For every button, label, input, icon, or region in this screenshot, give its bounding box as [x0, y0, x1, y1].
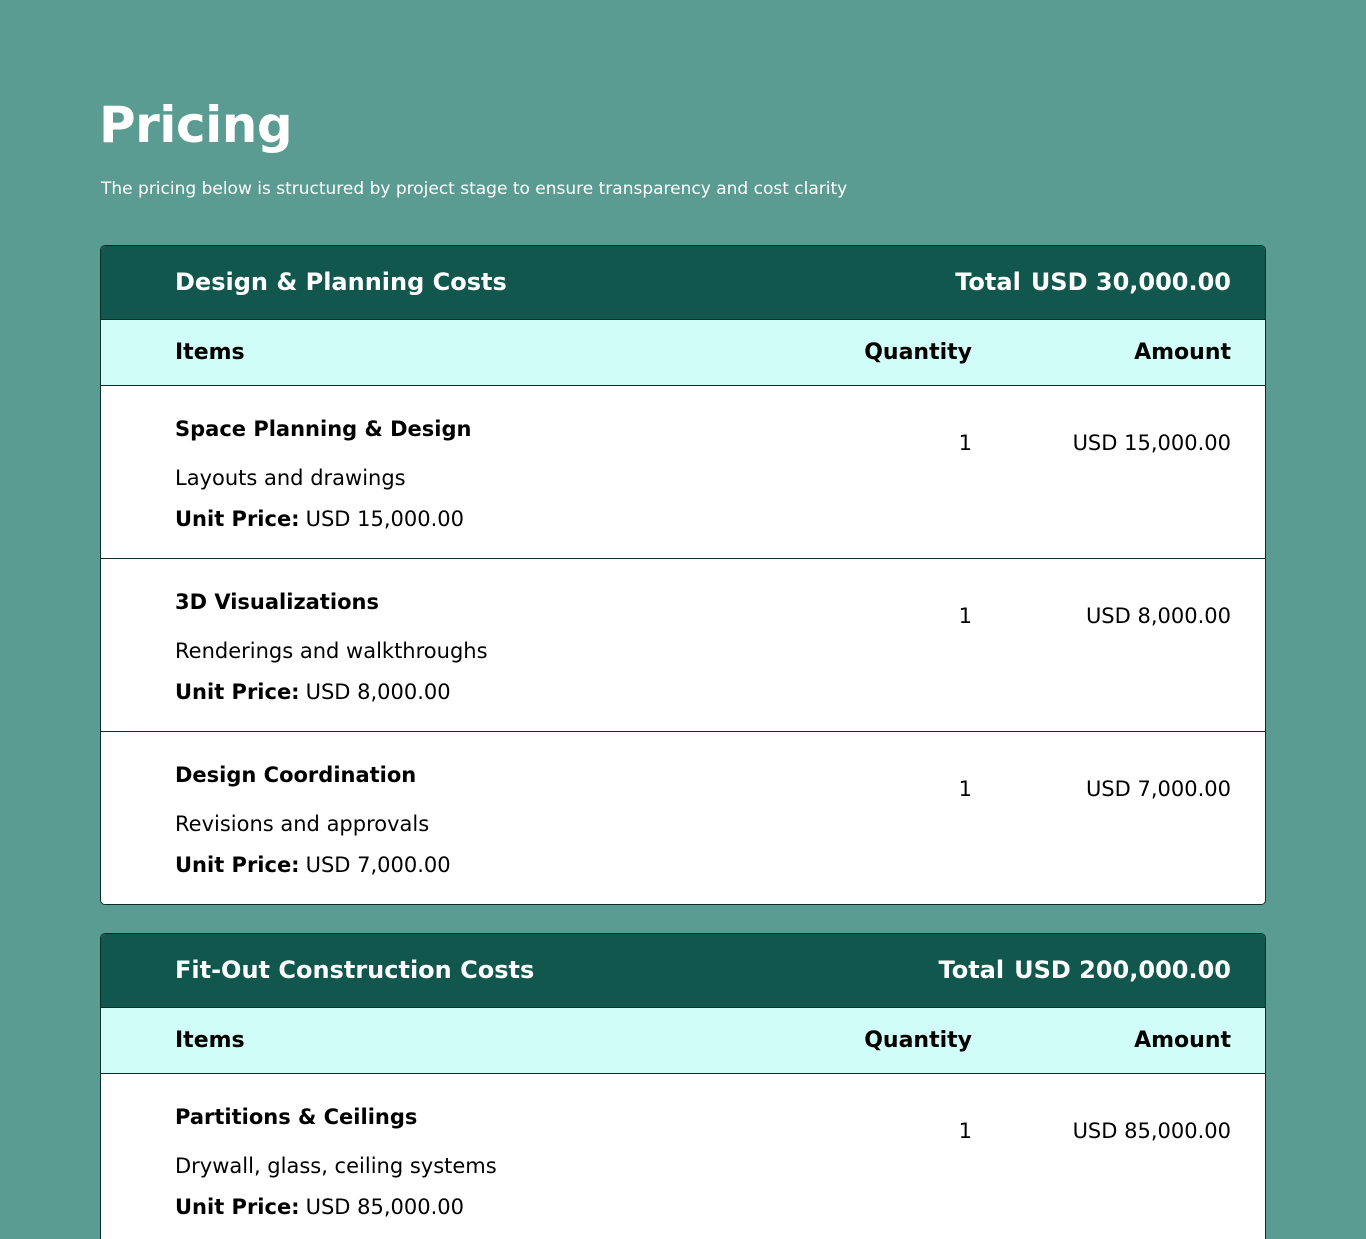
item-unit-price: [175, 678, 451, 706]
column-header-quantity: Quantity: [864, 340, 972, 365]
item-quantity: 1: [958, 431, 972, 455]
total-label: Total: [955, 268, 1021, 296]
item-name: 3D Visualizations: [175, 590, 379, 614]
table-row: [101, 386, 1265, 559]
unit-price-value: USD 15,000.00: [305, 507, 465, 531]
item-name: Space Planning & Design: [175, 417, 472, 441]
item-unit-price: [175, 1193, 464, 1221]
unit-price-value: USD 8,000.00: [305, 680, 451, 704]
pricing-section-fit-out-construction: [100, 933, 1266, 1239]
item-name: Partitions & Ceilings: [175, 1105, 418, 1129]
total-label: Total: [938, 956, 1005, 984]
column-header-quantity: Quantity: [864, 1028, 972, 1053]
item-quantity: 1: [958, 1119, 972, 1143]
item-quantity: 1: [958, 604, 972, 628]
section-header: [101, 246, 1265, 320]
item-amount: USD 85,000.00: [1072, 1119, 1231, 1143]
section-total: [955, 246, 1231, 319]
unit-price-value: USD 85,000.00: [305, 1195, 465, 1219]
section-title: Design & Planning Costs: [175, 268, 507, 296]
unit-price-label: Unit Price:: [175, 680, 300, 704]
item-amount: USD 7,000.00: [1085, 777, 1231, 801]
item-unit-price: [175, 851, 451, 879]
unit-price-value: USD 7,000.00: [305, 853, 451, 877]
section-total: [939, 934, 1231, 1007]
page-title: Pricing: [99, 96, 293, 154]
table-row: [101, 732, 1265, 904]
unit-price-label: Unit Price:: [175, 507, 300, 531]
item-description: Revisions and approvals: [175, 812, 430, 836]
column-header-items: Items: [175, 1028, 245, 1053]
item-name: Design Coordination: [175, 763, 417, 787]
item-quantity: 1: [958, 777, 972, 801]
pricing-section-design-planning: [100, 245, 1266, 905]
page-subtitle: The pricing below is structured by project stage to ensure transparency and cost clarity: [101, 179, 848, 199]
table-row: [101, 559, 1265, 732]
column-header-items: Items: [175, 340, 245, 365]
column-header-amount: Amount: [1134, 1028, 1231, 1053]
unit-price-label: Unit Price:: [175, 1195, 300, 1219]
table-column-header: [101, 320, 1265, 386]
total-value: USD 30,000.00: [1030, 268, 1231, 296]
total-value: USD 200,000.00: [1014, 956, 1231, 984]
column-header-amount: Amount: [1134, 340, 1231, 365]
item-amount: USD 8,000.00: [1085, 604, 1231, 628]
item-unit-price: [175, 505, 464, 533]
item-description: Layouts and drawings: [175, 466, 406, 490]
unit-price-label: Unit Price:: [175, 853, 300, 877]
table-column-header: [101, 1008, 1265, 1074]
item-description: Drywall, glass, ceiling systems: [175, 1154, 497, 1178]
section-title: Fit-Out Construction Costs: [175, 956, 535, 984]
section-header: [101, 934, 1265, 1008]
item-amount: USD 15,000.00: [1072, 431, 1231, 455]
table-row: [101, 1074, 1265, 1239]
item-description: Renderings and walkthroughs: [175, 639, 488, 663]
